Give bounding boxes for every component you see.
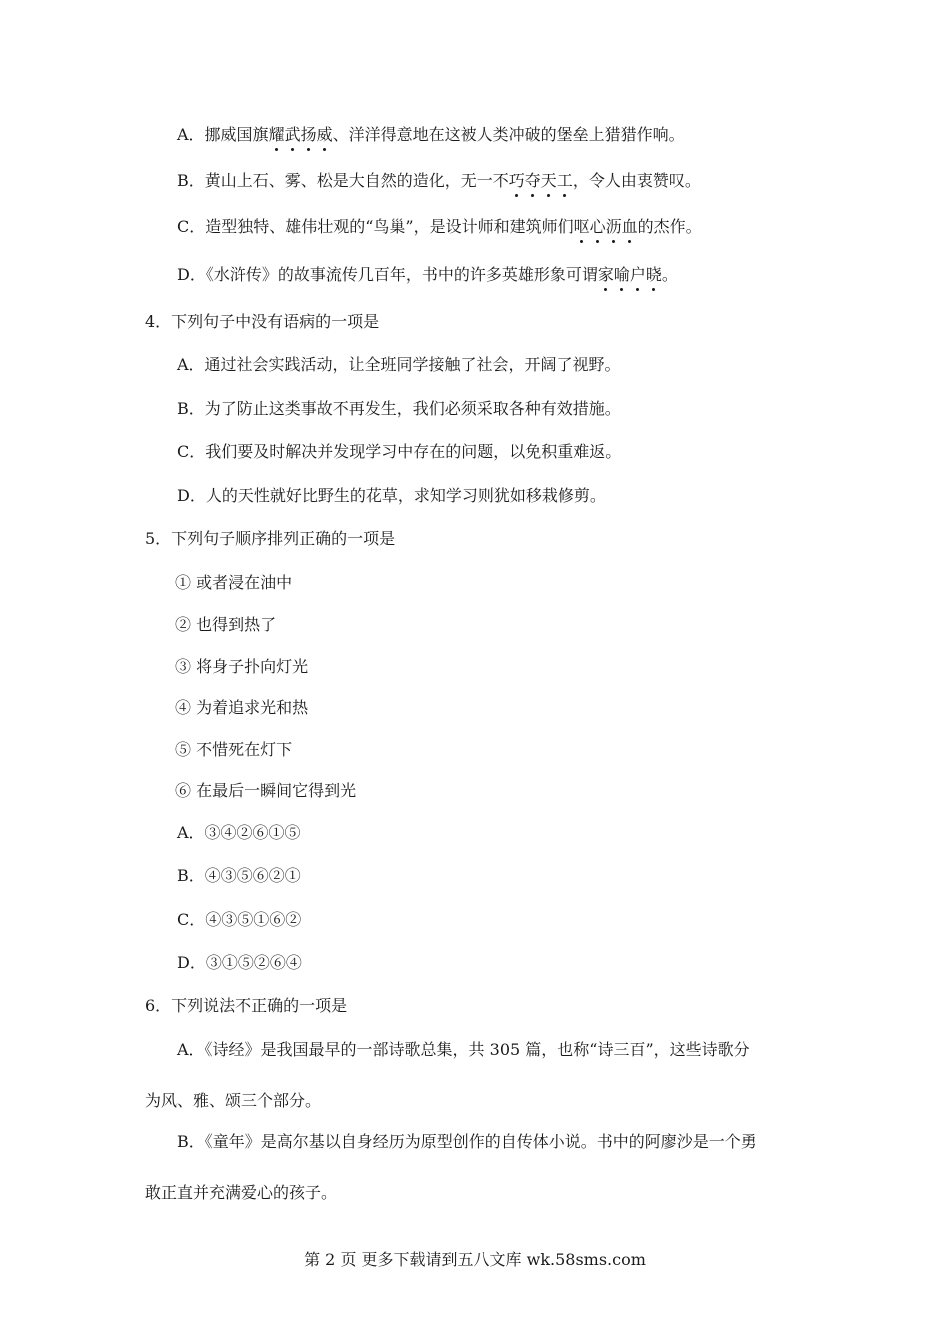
- emphasized-char: 喻: [613, 265, 630, 284]
- emphasized-char: 沥: [605, 217, 622, 236]
- q3-option-d-pre: D．《水浒传》的故事流传几百年，书中的许多英雄形象可谓: [177, 265, 598, 284]
- q3-option-a-post: 、洋洋得意地在这被人类冲破的堡垒上猎猎作响。: [332, 125, 685, 144]
- emphasized-char: 家: [597, 265, 614, 284]
- q5-option-b: B．④③⑤⑥②①: [177, 866, 301, 885]
- emphasized-char: 耀: [268, 125, 285, 144]
- page-footer: 第 2 页 更多下载请到五八文库 wk.58sms.com: [304, 1250, 646, 1269]
- q4-option-b: B．为了防止这类事故不再发生，我们必须采取各种有效措施。: [177, 399, 621, 418]
- q5-sentence-1: ① 或者浸在油中: [175, 573, 293, 592]
- q4-option-a: A．通过社会实践活动，让全班同学接触了社会，开阔了视野。: [177, 355, 621, 374]
- q4-stem: 4．下列句子中没有语病的一项是: [145, 312, 380, 331]
- q5-option-d: D．③①⑤②⑥④: [177, 953, 302, 972]
- q5-option-c: C．④③⑤①⑥②: [177, 910, 302, 929]
- q5-stem: 5．下列句子顺序排列正确的一项是: [145, 529, 396, 548]
- q5-sentence-3: ③ 将身子扑向灯光: [175, 657, 309, 676]
- q4-option-c: C．我们要及时解决并发现学习中存在的问题，以免积重难返。: [177, 442, 622, 461]
- q6-option-a-line2: 为风、雅、颂三个部分。: [145, 1091, 322, 1110]
- emphasized-char: 工: [556, 171, 573, 190]
- q3-option-a: [177, 124, 685, 146]
- q3-option-b-pre: B．黄山上石、雾、松是大自然的造化，无一不: [177, 171, 509, 190]
- q6-option-b-line1: B．《童年》是高尔基以自身经历为原型创作的自传体小说。书中的阿廖沙是一个勇: [177, 1132, 757, 1151]
- q6-option-a-line1: A．《诗经》是我国最早的一部诗歌总集，共 305 篇，也称“诗三百”，这些诗歌分: [177, 1040, 750, 1059]
- q3-option-c: [177, 216, 702, 238]
- q5-sentence-6: ⑥ 在最后一瞬间它得到光: [175, 781, 357, 800]
- emphasized-char: 户: [629, 265, 646, 284]
- emphasized-char: 天: [540, 171, 557, 190]
- q3-option-d: [177, 264, 678, 286]
- q5-sentence-5: ⑤ 不惜死在灯下: [175, 740, 293, 759]
- q6-option-b-line2: 敢正直并充满爱心的孩子。: [145, 1183, 338, 1202]
- emphasized-char: 呕: [573, 217, 590, 236]
- q3-option-d-post: 。: [661, 265, 678, 284]
- q5-sentence-2: ② 也得到热了: [175, 615, 277, 634]
- emphasized-char: 晓: [645, 265, 662, 284]
- q3-option-b-post: ，令人由衷赞叹。: [572, 171, 701, 190]
- q4-option-d: D．人的天性就好比野生的花草，求知学习则犹如移栽修剪。: [177, 486, 606, 505]
- q3-option-b: [177, 170, 701, 192]
- emphasized-char: 威: [316, 125, 333, 144]
- emphasized-char: 巧: [508, 171, 525, 190]
- emphasized-char: 武: [284, 125, 301, 144]
- q3-option-c-post: 的杰作。: [637, 217, 702, 236]
- q3-option-a-pre: A．挪威国旗: [177, 125, 269, 144]
- emphasized-char: 心: [589, 217, 606, 236]
- emphasized-char: 血: [621, 217, 638, 236]
- q5-sentence-4: ④ 为着追求光和热: [175, 698, 309, 717]
- q6-stem: 6．下列说法不正确的一项是: [145, 996, 348, 1015]
- q5-option-a: A．③④②⑥①⑤: [177, 823, 301, 842]
- emphasized-char: 夺: [524, 171, 541, 190]
- emphasized-char: 扬: [300, 125, 317, 144]
- q3-option-c-pre: C．造型独特、雄伟壮观的“鸟巢”，是设计师和建筑师们: [177, 217, 574, 236]
